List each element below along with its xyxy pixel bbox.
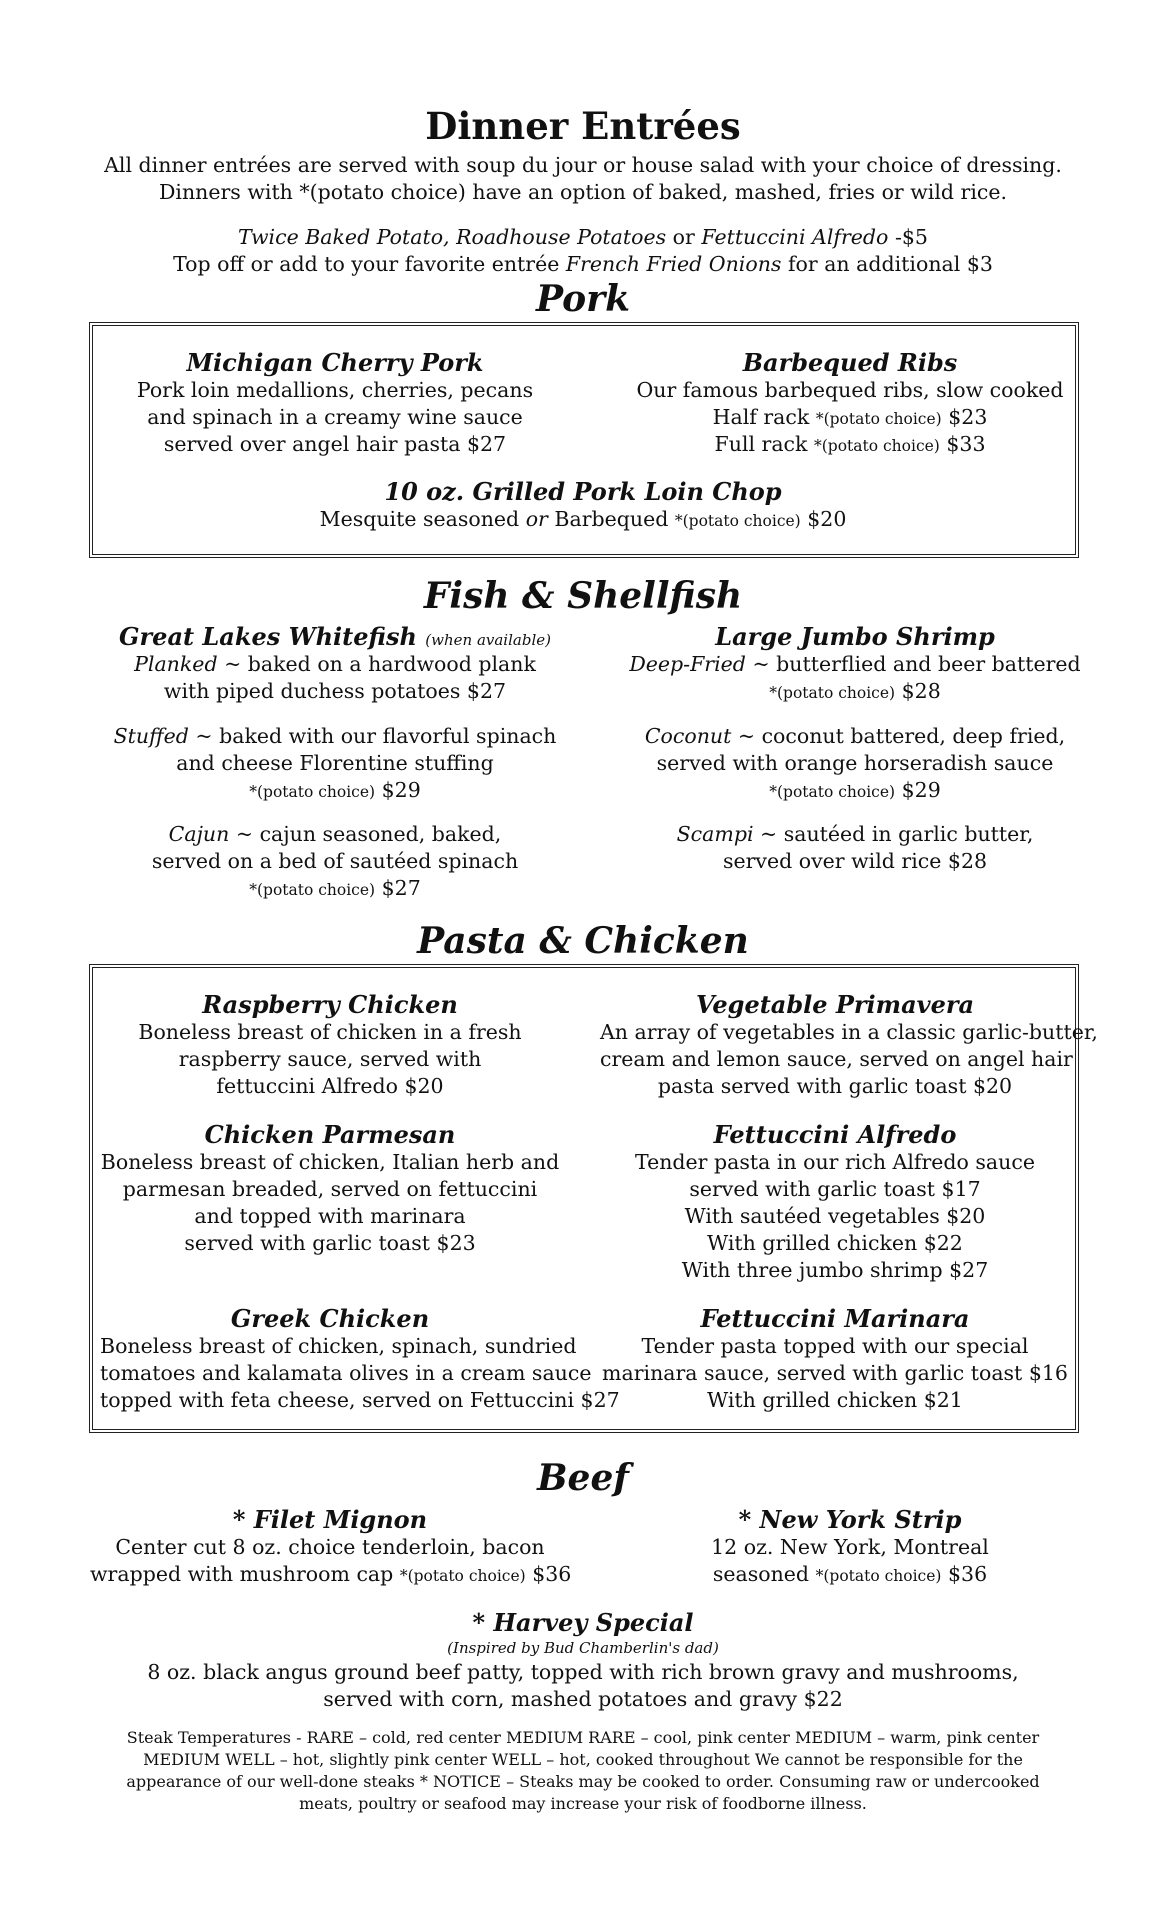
coconut-label: Coconut	[644, 724, 732, 748]
ribs-desc: Our famous barbequed ribs, slow cooked	[636, 378, 1064, 402]
item-name-harvey: * Harvey Special	[472, 1608, 694, 1637]
strip-desc-1: 12 oz. New York, Montreal	[711, 1535, 989, 1559]
upgrade-price: -$5	[894, 225, 928, 249]
parmesan-desc-4: served with garlic toast $23	[184, 1231, 476, 1255]
strip-desc-2	[620, 1561, 1080, 1591]
marinara-desc-2: marinara sauce, served with garlic toast $16	[602, 1361, 1068, 1385]
item-name-whitefish	[100, 622, 570, 651]
raspberry-desc-2: raspberry sauce, served with	[178, 1047, 482, 1071]
coconut-price: $29	[901, 778, 941, 802]
pork-chop-b: Barbequed	[554, 507, 669, 531]
ribs-half	[630, 404, 1070, 434]
item-name-alfredo: Fettuccini Alfredo	[713, 1120, 957, 1149]
item-name-filet: * Filet Mignon	[232, 1505, 428, 1534]
alfredo-desc-1: Tender pasta in our rich Alfredo sauce	[635, 1150, 1035, 1174]
planked-label: Planked	[134, 652, 218, 676]
item-name-greek: Greek Chicken	[230, 1304, 430, 1333]
filet-desc-1: Center cut 8 oz. choice tenderloin, bacon	[115, 1535, 545, 1559]
upgrade-alfredo: Fettuccini Alfredo	[701, 225, 889, 249]
pork-chop-or: or	[525, 507, 548, 531]
section-title-pasta: Pasta & Chicken	[417, 920, 749, 962]
item-name-ribs: Barbequed Ribs	[742, 348, 958, 377]
shrimp-scampi	[620, 821, 1090, 849]
ribs-half-label: Half rack	[712, 405, 810, 429]
cherry-pork-desc-2: and spinach in a creamy wine sauce	[147, 405, 523, 429]
whitefish-cajun-price	[100, 875, 570, 905]
ribs-full-price: $33	[946, 432, 986, 456]
filet-desc-text: wrapped with mushroom cap	[90, 1562, 394, 1586]
filet-price: $36	[532, 1562, 572, 1586]
raspberry-desc-3: fettuccini Alfredo $20	[216, 1074, 444, 1098]
filet-desc-2	[90, 1561, 570, 1591]
pork-chop-note: *(potato choice)	[674, 512, 801, 530]
topoff-price: for an additional $3	[787, 252, 993, 276]
ribs-full	[630, 431, 1070, 461]
item-name-pork-chop: 10 oz. Grilled Pork Loin Chop	[384, 477, 782, 506]
item-name-marinara: Fettuccini Marinara	[700, 1304, 970, 1333]
footer-line-3: appearance of our well-done steaks * NOTICE – Steaks may be cooked to order. Consuming raw or undercooked	[126, 1772, 1040, 1791]
marinara-desc-1: Tender pasta topped with our special	[641, 1334, 1029, 1358]
whitefish-stuffed	[100, 723, 570, 751]
topoff-text: Top off or add to your favorite entrée	[173, 252, 560, 276]
whitefish-planked-2: with piped duchess potatoes $27	[163, 679, 507, 703]
whitefish-stuffed-2: and cheese Florentine stuffing	[176, 751, 494, 775]
planked-text: ~ baked on a hardwood plank	[224, 652, 536, 676]
pork-chop-a: Mesquite seasoned	[319, 507, 520, 531]
intro-line-2: Dinners with *(potato choice) have an option of baked, mashed, fries or wild rice.	[158, 180, 1008, 204]
section-title-pork: Pork	[535, 278, 631, 320]
greek-desc-1: Boneless breast of chicken, spinach, sundried	[100, 1334, 577, 1358]
page-title: Dinner Entrées	[425, 104, 741, 148]
whitefish-cajun-2: served on a bed of sautéed spinach	[151, 849, 519, 873]
stuffed-text: ~ baked with our flavorful spinach	[195, 724, 557, 748]
harvey-desc-1: 8 oz. black angus ground beef patty, topped with rich brown gravy and mushrooms,	[147, 1660, 1019, 1684]
stuffed-label: Stuffed	[113, 724, 189, 748]
ribs-half-price: $23	[948, 405, 988, 429]
footer-line-4: meats, poultry or seafood may increase your risk of foodborne illness.	[299, 1794, 867, 1813]
shrimp-coconut-price	[620, 777, 1090, 807]
filet-note: *(potato choice)	[399, 1567, 526, 1585]
harvey-desc-2: served with corn, mashed potatoes and gravy $22	[323, 1687, 843, 1711]
strip-desc-text: seasoned	[712, 1562, 810, 1586]
whitefish-note: (when available)	[425, 631, 551, 649]
greek-desc-2: tomatoes and kalamata olives in a cream sauce	[100, 1361, 592, 1385]
cherry-pork-desc-1: Pork loin medallions, cherries, pecans	[136, 378, 534, 402]
cajun-text: ~ cajun seasoned, baked,	[235, 822, 502, 846]
alfredo-desc-4: With grilled chicken $22	[707, 1231, 963, 1255]
cherry-pork-desc-3: served over angel hair pasta $27	[163, 432, 507, 456]
harvey-note: (Inspired by Bud Chamberlin's dad)	[447, 1639, 719, 1657]
whitefish-planked	[100, 651, 570, 679]
strip-price: $36	[948, 1562, 988, 1586]
item-name-cherry-pork: Michigan Cherry Pork	[186, 348, 484, 377]
pork-chop-desc	[0, 506, 1166, 536]
item-name-shrimp: Large Jumbo Shrimp	[715, 622, 995, 651]
whitefish-cajun	[100, 821, 570, 849]
primavera-desc-1: An array of vegetables in a classic garlic-butter,	[600, 1020, 1098, 1044]
section-title-beef: Beef	[537, 1457, 629, 1499]
cajun-price: $27	[381, 876, 421, 900]
deep-price: $28	[901, 679, 941, 703]
alfredo-desc-5: With three jumbo shrimp $27	[681, 1258, 989, 1282]
shrimp-coconut-2: served with orange horseradish sauce	[656, 751, 1054, 775]
topoff-line	[0, 251, 1166, 279]
footer-line-1: Steak Temperatures - RARE – cold, red center MEDIUM RARE – cool, pink center MEDIUM – warm, pink center	[126, 1728, 1040, 1747]
alfredo-desc-2: served with garlic toast $17	[689, 1177, 981, 1201]
stuffed-price: $29	[381, 778, 421, 802]
parmesan-desc-3: and topped with marinara	[194, 1204, 466, 1228]
strip-note: *(potato choice)	[815, 1567, 942, 1585]
parmesan-desc-1: Boneless breast of chicken, Italian herb and	[100, 1150, 560, 1174]
deep-label: Deep-Fried	[629, 652, 746, 676]
upgrade-or: or	[672, 225, 695, 249]
intro-line-1: All dinner entrées are served with soup du jour or house salad with your choice of dressing.	[104, 153, 1062, 177]
item-name-parmesan: Chicken Parmesan	[204, 1120, 456, 1149]
cajun-label: Cajun	[168, 822, 230, 846]
ribs-full-note: *(potato choice)	[813, 437, 940, 455]
ribs-half-note: *(potato choice)	[815, 410, 942, 428]
alfredo-desc-3: With sautéed vegetables $20	[684, 1204, 986, 1228]
section-title-fish: Fish & Shellfish	[423, 575, 743, 617]
greek-desc-3: topped with feta cheese, served on Fettuccini $27	[100, 1388, 620, 1412]
raspberry-desc-1: Boneless breast of chicken in a fresh	[138, 1020, 522, 1044]
item-name-strip: * New York Strip	[738, 1505, 962, 1534]
marinara-desc-3: With grilled chicken $21	[707, 1388, 963, 1412]
parmesan-desc-2: parmesan breaded, served on fettuccini	[122, 1177, 538, 1201]
item-name-raspberry: Raspberry Chicken	[202, 990, 458, 1019]
coconut-text: ~ coconut battered, deep fried,	[737, 724, 1066, 748]
topoff-onions: French Fried Onions	[565, 252, 782, 276]
deep-note: *(potato choice)	[769, 684, 896, 702]
whitefish-name: Great Lakes Whitefish	[119, 622, 417, 651]
upgrade-line	[0, 224, 1166, 252]
scampi-label: Scampi	[676, 822, 754, 846]
pork-chop-price: $20	[807, 507, 847, 531]
upgrade-potatoes: Twice Baked Potato, Roadhouse Potatoes	[238, 225, 667, 249]
cajun-note: *(potato choice)	[249, 881, 376, 899]
primavera-desc-2: cream and lemon sauce, served on angel hair	[600, 1047, 1073, 1071]
deep-text: ~ butterflied and beer battered	[752, 652, 1081, 676]
primavera-desc-3: pasta served with garlic toast $20	[657, 1074, 1013, 1098]
shrimp-deep-price	[620, 678, 1090, 708]
shrimp-scampi-2: served over wild rice $28	[722, 849, 988, 873]
shrimp-deep	[620, 651, 1090, 679]
footer-line-2: MEDIUM WELL – hot, slightly pink center WELL – hot, cooked throughout We cannot be responsible for the	[143, 1750, 1023, 1769]
ribs-full-label: Full rack	[714, 432, 808, 456]
coconut-note: *(potato choice)	[769, 783, 896, 801]
scampi-text: ~ sautéed in garlic butter,	[760, 822, 1034, 846]
shrimp-coconut	[620, 723, 1090, 751]
whitefish-stuffed-price	[100, 777, 570, 807]
item-name-primavera: Vegetable Primavera	[695, 990, 975, 1019]
stuffed-note: *(potato choice)	[249, 783, 376, 801]
